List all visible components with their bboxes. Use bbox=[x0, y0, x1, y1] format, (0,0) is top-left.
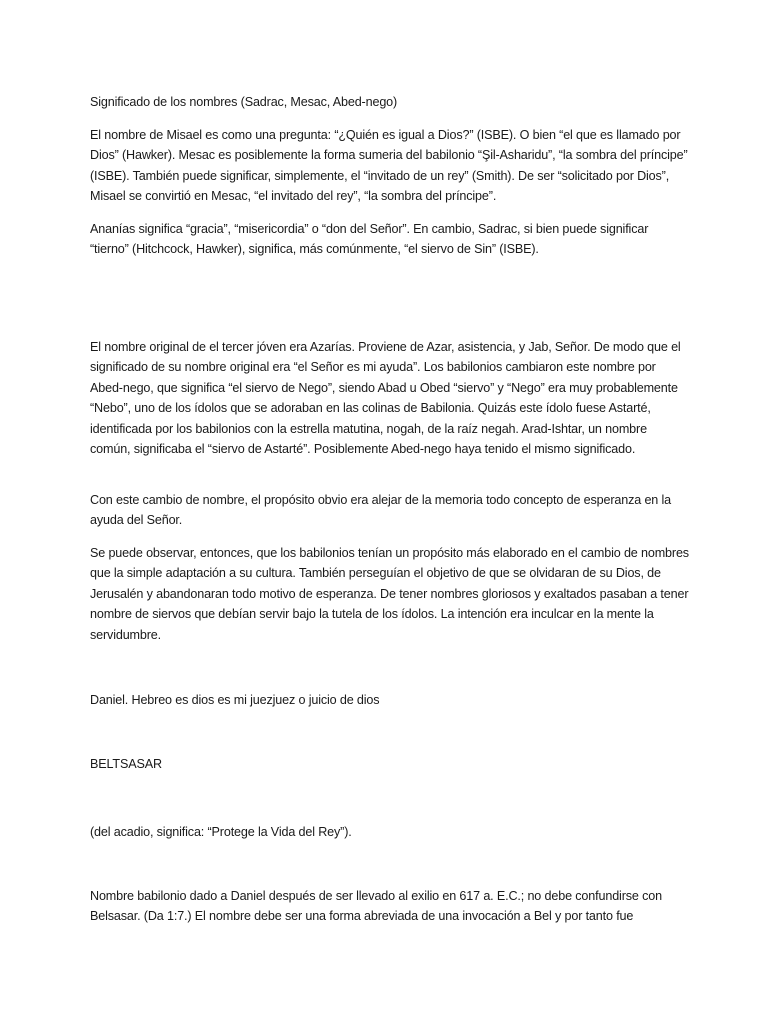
paragraph-acadio: (del acadio, significa: “Protege la Vida del Rey”). bbox=[90, 825, 352, 839]
heading-beltsasar: BELTSASAR bbox=[90, 757, 162, 771]
heading-significado: Significado de los nombres (Sadrac, Mesac, Abed-nego) bbox=[90, 95, 398, 109]
paragraph-azarias: El nombre original de el tercer jóven era Azarías. Proviene de Azar, asistencia, y Jab, Señor. De modo que el significado de su nombre original era “el Señor es mi ayuda”. Los babilonios cambiaron este nombre por Abed-nego, que significa “el siervo de Nego”, siendo Abad u Obed “siervo” y “Nego” era muy probablemente “Nebo”, uno de los ídolos que se adoraban en las colinas de Babilonia. Quizás este ídolo fuese Astarté, identificada por los babilonios con la estrella matutina, nogah, de la raíz negah. Arad-Ishtar, un nombre común, significaba el “siervo de Astarté”. Posiblemente Abed-nego haya tenido el mismo significado. bbox=[90, 340, 681, 457]
paragraph-nombre-babilonio: Nombre babilonio dado a Daniel después de ser llevado al exilio en 617 a. E.C.; no debe confundirse con Belsasar. (Da 1:7.) El nombre debe ser una forma abreviada de una invocación a Bel y por tanto fue bbox=[90, 889, 662, 924]
paragraph-ananias: Ananías significa “gracia”, “misericordia” o “don del Señor”. En cambio, Sadrac, si bien puede significar “tierno” (Hitchcock, Hawker), significa, más comúnmente, “el siervo de Sin” (ISBE). bbox=[90, 222, 649, 257]
paragraph-babilonios: Se puede observar, entonces, que los babilonios tenían un propósito más elaborado en el cambio de nombres que la simple adaptación a su cultura. También perseguían el objetivo de que se olvidaran de su Dios, de Jerusalén y abandonaran todo motivo de esperanza. De tener nombres gloriosos y exaltados pasaban a tener nombre de siervos que debían servir bajo la tutela de los ídolos. La intención era inculcar en la mente la servidumbre. bbox=[90, 546, 689, 642]
paragraph-cambio-nombre: Con este cambio de nombre, el propósito obvio era alejar de la memoria todo concepto de esperanza en la ayuda del Señor. bbox=[90, 493, 672, 528]
paragraph-misael: El nombre de Misael es como una pregunta: “¿Quién es igual a Dios?” (ISBE). O bien “el que es llamado por Dios” (Hawker). Mesac es posiblemente la forma sumeria del babilonio “Şil-Asharidu”, “la sombra del príncipe” (ISBE). También puede significar, simplemente, el “invitado de un rey” (Smith). De ser “solicitado por Dios”, Misael se convirtió en Mesac, “el invitado del rey”, “la sombra del príncipe”. bbox=[90, 128, 688, 204]
paragraph-daniel: Daniel. Hebreo es dios es mi juezjuez o juicio de dios bbox=[90, 693, 380, 707]
